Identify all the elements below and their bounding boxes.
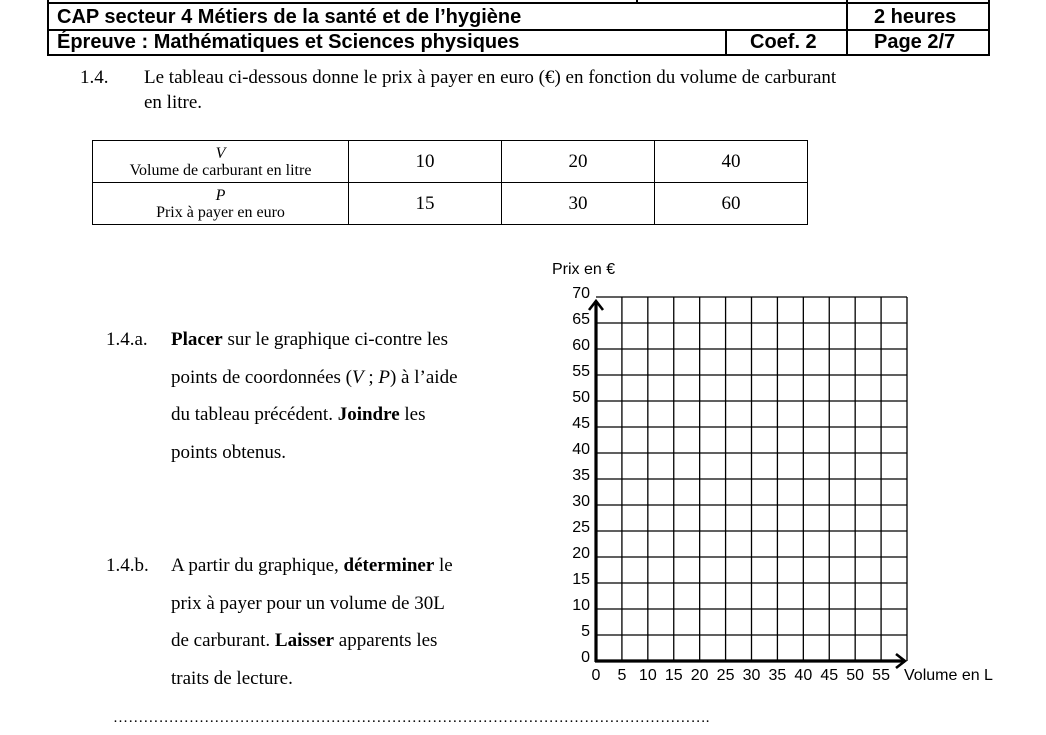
exam-duration: 2 heures: [874, 6, 957, 28]
y-tick-label: 50: [572, 389, 590, 406]
question-text: apparents les: [334, 630, 438, 652]
price-label: Prix à payer en euro: [156, 203, 285, 221]
instruction-verb: Joindre: [337, 404, 400, 426]
question-text: les: [399, 404, 426, 426]
answer-line[interactable]: ……………………………………………………………………………………………………….: [113, 710, 710, 724]
table-cell: 30: [502, 183, 655, 225]
table-cell: 60: [655, 183, 808, 225]
y-tick-label: 70: [572, 285, 590, 302]
question-text: points de coordonnées (: [171, 366, 352, 388]
table-cell: 20: [502, 141, 655, 183]
y-tick-label: 5: [581, 623, 590, 640]
y-tick-label: 35: [572, 467, 590, 484]
table-cell: 40: [655, 141, 808, 183]
section-intro-line2: en litre.: [144, 92, 203, 113]
volume-symbol: V: [215, 144, 226, 162]
question-line: points obtenus.: [171, 442, 287, 464]
y-tick-label: 20: [572, 545, 590, 562]
x-tick-label: 30: [742, 667, 761, 684]
question-text: sur le graphique ci-contre les: [222, 329, 448, 350]
y-tick-label: 0: [581, 649, 590, 666]
y-axis-label: Prix en €: [552, 261, 616, 278]
x-tick-label: 15: [664, 667, 683, 684]
table-cell: 10: [349, 141, 502, 183]
section-number: 1.4.: [80, 67, 109, 88]
volume-label: Volume de carburant en litre: [129, 161, 312, 179]
y-tick-label: 30: [572, 493, 590, 510]
x-axis-label: Volume en L: [904, 667, 993, 684]
x-tick-label: 0: [591, 667, 601, 684]
question-text: ;: [363, 366, 379, 388]
instruction-verb: déterminer: [343, 555, 435, 576]
variable-p: P: [378, 366, 390, 388]
y-tick-label: 25: [572, 519, 590, 536]
y-tick-label: 65: [572, 311, 590, 328]
y-tick-label: 15: [572, 571, 590, 588]
variable-v: V: [351, 366, 364, 388]
question-number: 1.4.a.: [106, 329, 148, 350]
question-number: 1.4.b.: [106, 555, 149, 576]
question-line: prix à payer pour un volume de 30L: [171, 592, 445, 614]
question-text: A partir du graphique,: [171, 555, 344, 576]
y-tick-label: 40: [572, 441, 590, 458]
question-text: ) à l’aide: [389, 366, 458, 388]
y-tick-label: 60: [572, 337, 590, 354]
question-text: le: [434, 555, 453, 576]
x-tick-label: 50: [846, 667, 865, 684]
x-tick-label: 25: [716, 667, 735, 684]
table-cell: 15: [349, 183, 502, 225]
instruction-verb: Laisser: [274, 630, 335, 652]
exam-page-number: Page 2/7: [874, 31, 956, 53]
y-tick-label: 45: [572, 415, 590, 432]
instruction-verb: Placer: [171, 329, 223, 350]
x-tick-labels: [592, 667, 891, 684]
exam-coefficient: Coef. 2: [750, 31, 817, 53]
question-line: traits de lecture.: [171, 668, 293, 690]
question-text: du tableau précédent.: [171, 404, 338, 426]
x-tick-label: 10: [638, 667, 657, 684]
question-text: de carburant.: [171, 630, 275, 652]
chart-grid: [596, 297, 907, 661]
exam-title: CAP secteur 4 Métiers de la santé et de l’hygiène: [57, 6, 522, 28]
x-tick-label: 35: [768, 667, 787, 684]
x-tick-label: 55: [872, 667, 890, 684]
x-tick-label: 20: [690, 667, 709, 684]
chart-axes: [589, 301, 905, 668]
y-tick-label: 55: [572, 363, 590, 380]
x-tick-label: 40: [794, 667, 813, 684]
y-tick-label: 10: [572, 597, 590, 614]
section-intro-line1: Le tableau ci-dessous donne le prix à payer en euro (€) en fonction du volume de carburant: [144, 67, 837, 88]
x-tick-label: 5: [617, 667, 627, 684]
exam-subject: Épreuve : Mathématiques et Sciences physiques: [57, 31, 520, 53]
x-tick-label: 45: [820, 667, 839, 684]
price-symbol: P: [215, 186, 226, 204]
y-tick-labels: [572, 285, 590, 666]
